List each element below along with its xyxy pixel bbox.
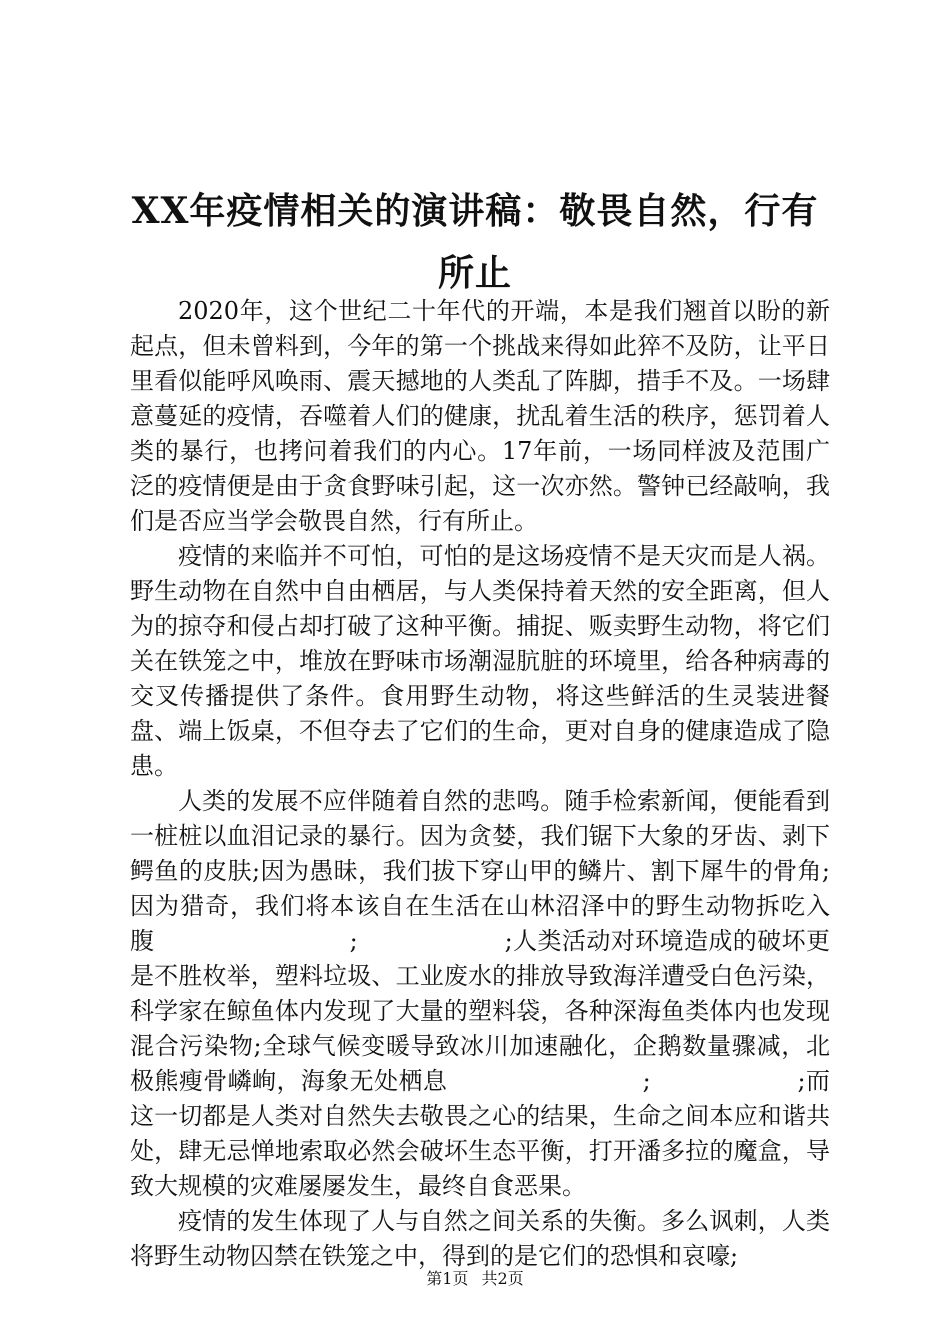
- document-body: [130, 294, 830, 1274]
- paragraph-3: 人类的发展不应伴随着自然的悲鸣。随手检索新闻，便能看到一桩桩以血泪记录的暴行。因为贪婪，我们锯下大象的牙齿、剥下鳄鱼的皮肤;因为愚昧，我们拔下穿山甲的鳞片、割下犀牛的骨角;因为猎奇，我们将本该自在生活在山林沼泽中的野生动物拆吃入腹 ; ;人类活动对环境造成的破坏更是不胜枚举，塑料垃圾、工业废水的排放导致海洋遭受白色污染，科学家在鲸鱼体内发现了大量的塑料袋，各种深海鱼类体内也发现混合污染物;全球气候变暖导致冰川加速融化，企鹅数量骤减，北极熊瘦骨嶙峋，海象无处栖息 ; ;而这一切都是人类对自然失去敬畏之心的结果，生命之间本应和谐共处，肆无忌惮地索取必然会破坏生态平衡，打开潘多拉的魔盒，导致大规模的灾难屡屡发生，最终自食恶果。: [130, 787, 830, 1200]
- paragraph-4: 疫情的发生体现了人与自然之间关系的失衡。多么讽刺，人类将野生动物囚禁在铁笼之中，得到的是它们的恐惧和哀嚎;: [130, 1207, 830, 1270]
- page-footer: [0, 1269, 950, 1289]
- paragraph-2: 疫情的来临并不可怕，可怕的是这场疫情不是天灾而是人祸。野生动物在自然中自由栖居，与人类保持着天然的安全距离，但人为的掠夺和侵占却打破了这种平衡。捕捉、贩卖野生动物，将它们关在铁笼之中，堆放在野味市场潮湿肮脏的环境里，给各种病毒的交叉传播提供了条件。食用野生动物，将这些鲜活的生灵装进餐盘、端上饭桌，不但夺去了它们的生命，更对自身的健康造成了隐患。: [130, 542, 830, 780]
- page-number: 第1页: [426, 1269, 469, 1288]
- paragraph-1: 2020年，这个世纪二十年代的开端，本是我们翘首以盼的新起点，但未曾料到，今年的第一个挑战来得如此猝不及防，让平日里看似能呼风唤雨、震天撼地的人类乱了阵脚，措手不及。一场肆意蔓延的疫情，吞噬着人们的健康，扰乱着生活的秩序，惩罚着人类的暴行，也拷问着我们的内心。17年前，一场同样波及范围广泛的疫情便是由于贪食野味引起，这一次亦然。警钟已经敲响，我们是否应当学会敬畏自然，行有所止。: [130, 297, 830, 535]
- page-count: 共2页: [481, 1269, 524, 1288]
- document-title: XX年疫情相关的演讲稿：敬畏自然，行有所止: [131, 190, 819, 294]
